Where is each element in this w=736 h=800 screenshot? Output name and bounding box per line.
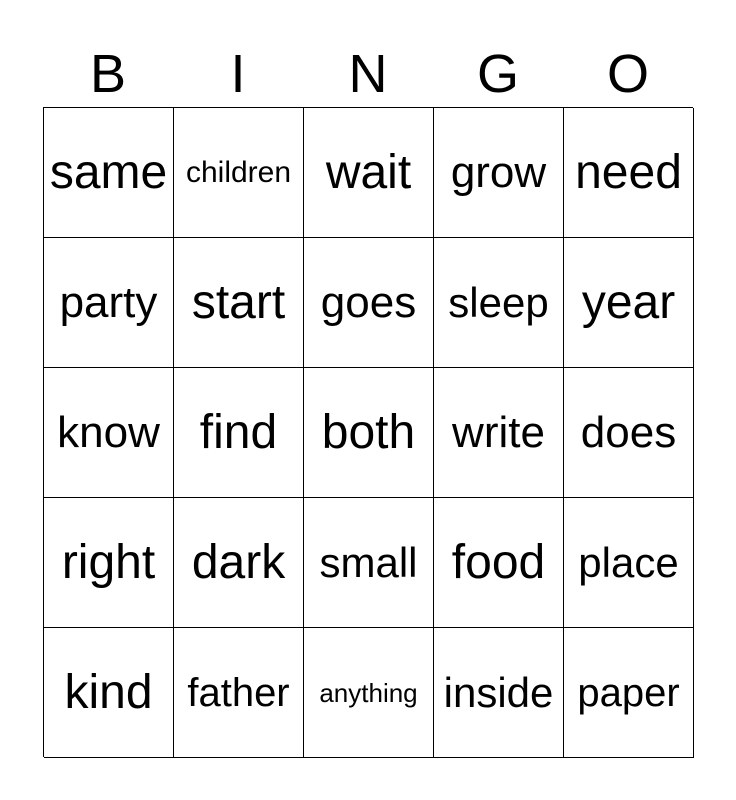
- bingo-cell-r4-c4: food: [434, 498, 564, 628]
- bingo-cell-r1-c1: same: [44, 108, 174, 238]
- bingo-cell-r1-c2: children: [174, 108, 304, 238]
- bingo-board: [43, 107, 693, 757]
- header-letter-i: I: [230, 44, 246, 104]
- bingo-cell-r4-c3: small: [304, 498, 434, 628]
- header-letter-g: G: [476, 44, 519, 104]
- bingo-cell-r2-c3: goes: [304, 238, 434, 368]
- bingo-cell-r5-c3: anything: [304, 628, 434, 758]
- bingo-cell-r2-c2: start: [174, 238, 304, 368]
- bingo-cell-r4-c2: dark: [174, 498, 304, 628]
- header-letter-n: N: [348, 44, 388, 104]
- bingo-cell-r3-c5: does: [564, 368, 694, 498]
- bingo-header: [43, 40, 693, 108]
- bingo-cell-r2-c5: year: [564, 238, 694, 368]
- bingo-cell-r5-c4: inside: [434, 628, 564, 758]
- bingo-cell-r3-c4: write: [434, 368, 564, 498]
- bingo-cell-r5-c5: paper: [564, 628, 694, 758]
- bingo-cell-r4-c5: place: [564, 498, 694, 628]
- bingo-cell-r1-c3: wait: [304, 108, 434, 238]
- bingo-cell-r3-c3: both: [304, 368, 434, 498]
- bingo-cell-r1-c4: grow: [434, 108, 564, 238]
- bingo-cell-r1-c5: need: [564, 108, 694, 238]
- bingo-cell-r5-c2: father: [174, 628, 304, 758]
- bingo-cell-r5-c1: kind: [44, 628, 174, 758]
- header-letter-b: B: [89, 44, 127, 104]
- bingo-cell-r3-c1: know: [44, 368, 174, 498]
- bingo-cell-r4-c1: right: [44, 498, 174, 628]
- bingo-cell-r2-c1: party: [44, 238, 174, 368]
- bingo-cell-r3-c2: find: [174, 368, 304, 498]
- bingo-cell-r2-c4: sleep: [434, 238, 564, 368]
- header-letter-o: O: [606, 44, 649, 104]
